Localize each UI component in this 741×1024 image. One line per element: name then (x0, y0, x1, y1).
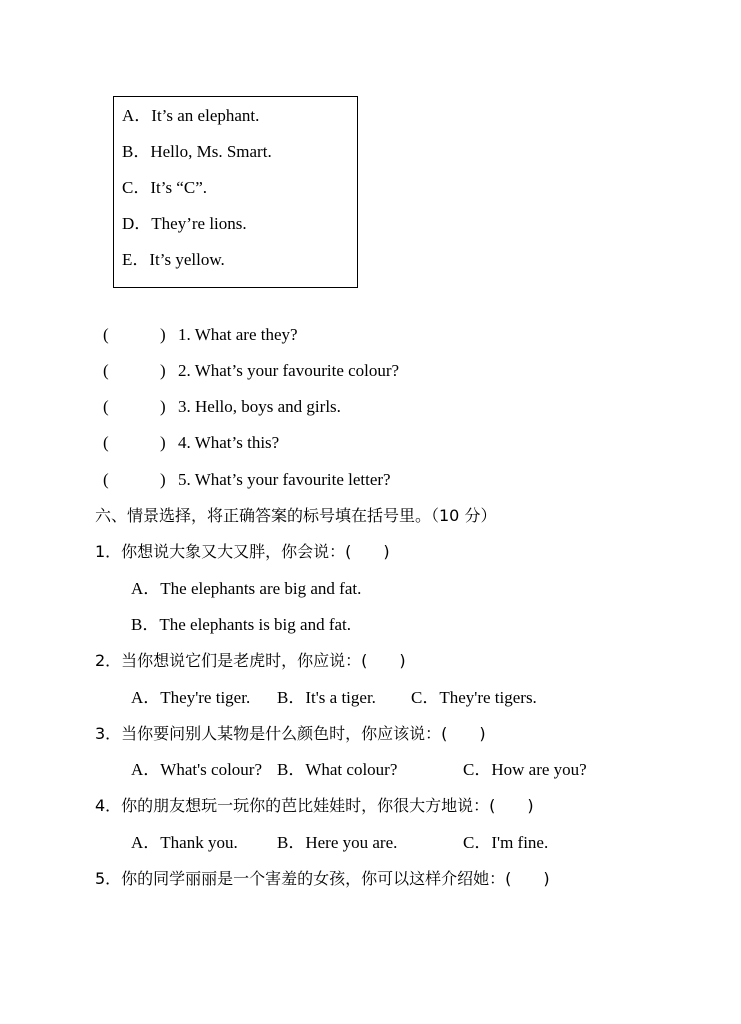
answer-bracket-open[interactable]: ( (103, 397, 109, 416)
box-option-d: D．They’re lions. (122, 214, 247, 233)
answer-option: B．Here you are. (277, 833, 398, 852)
box-option-a: A．It’s an elephant. (122, 106, 260, 125)
matching-question: 5. What’s your favourite letter? (178, 470, 391, 489)
answer-option: B．The elephants is big and fat. (131, 615, 352, 634)
answer-option: A．Thank you. (131, 833, 238, 852)
question-prompt: 2．当你想说它们是老虎时，你应说：( ) (95, 651, 406, 670)
section-title: 六、情景选择，将正确答案的标号填在括号里。（10 分） (95, 506, 497, 525)
answer-option: A．What's colour? (131, 760, 262, 779)
matching-question: 2. What’s your favourite colour? (178, 361, 400, 380)
matching-question: 1. What are they? (178, 325, 298, 344)
answer-bracket-open[interactable]: ( (103, 361, 109, 380)
answer-option: C．How are you? (463, 760, 587, 779)
answer-bracket-open[interactable]: ( (103, 433, 109, 452)
question-prompt: 5．你的同学丽丽是一个害羞的女孩，你可以这样介绍她：( ) (95, 869, 550, 888)
answer-option: A．The elephants are big and fat. (131, 579, 362, 598)
answer-option: B．What colour? (277, 760, 398, 779)
answer-bracket-close: ) (160, 397, 166, 416)
matching-question: 4. What’s this? (178, 433, 280, 452)
answer-option: A．They're tiger. (131, 688, 251, 707)
question-prompt: 1．你想说大象又大又胖，你会说：( ) (95, 542, 390, 561)
box-option-b: B．Hello, Ms. Smart. (122, 142, 272, 161)
answer-bracket-open[interactable]: ( (103, 325, 109, 344)
answer-bracket-close: ) (160, 470, 166, 489)
box-option-e: E．It’s yellow. (122, 250, 225, 269)
matching-question: 3. Hello, boys and girls. (178, 397, 341, 416)
answer-option: C．I'm fine. (463, 833, 549, 852)
answer-bracket-close: ) (160, 325, 166, 344)
question-prompt: 3．当你要问别人某物是什么颜色时，你应该说：( ) (95, 724, 486, 743)
answer-option: C．They're tigers. (411, 688, 537, 707)
box-option-c: C．It’s “C”. (122, 178, 207, 197)
answer-bracket-close: ) (160, 361, 166, 380)
answer-bracket-close: ) (160, 433, 166, 452)
question-prompt: 4．你的朋友想玩一玩你的芭比娃娃时，你很大方地说：( ) (95, 796, 534, 815)
answer-bracket-open[interactable]: ( (103, 470, 109, 489)
answer-option: B．It's a tiger. (277, 688, 376, 707)
